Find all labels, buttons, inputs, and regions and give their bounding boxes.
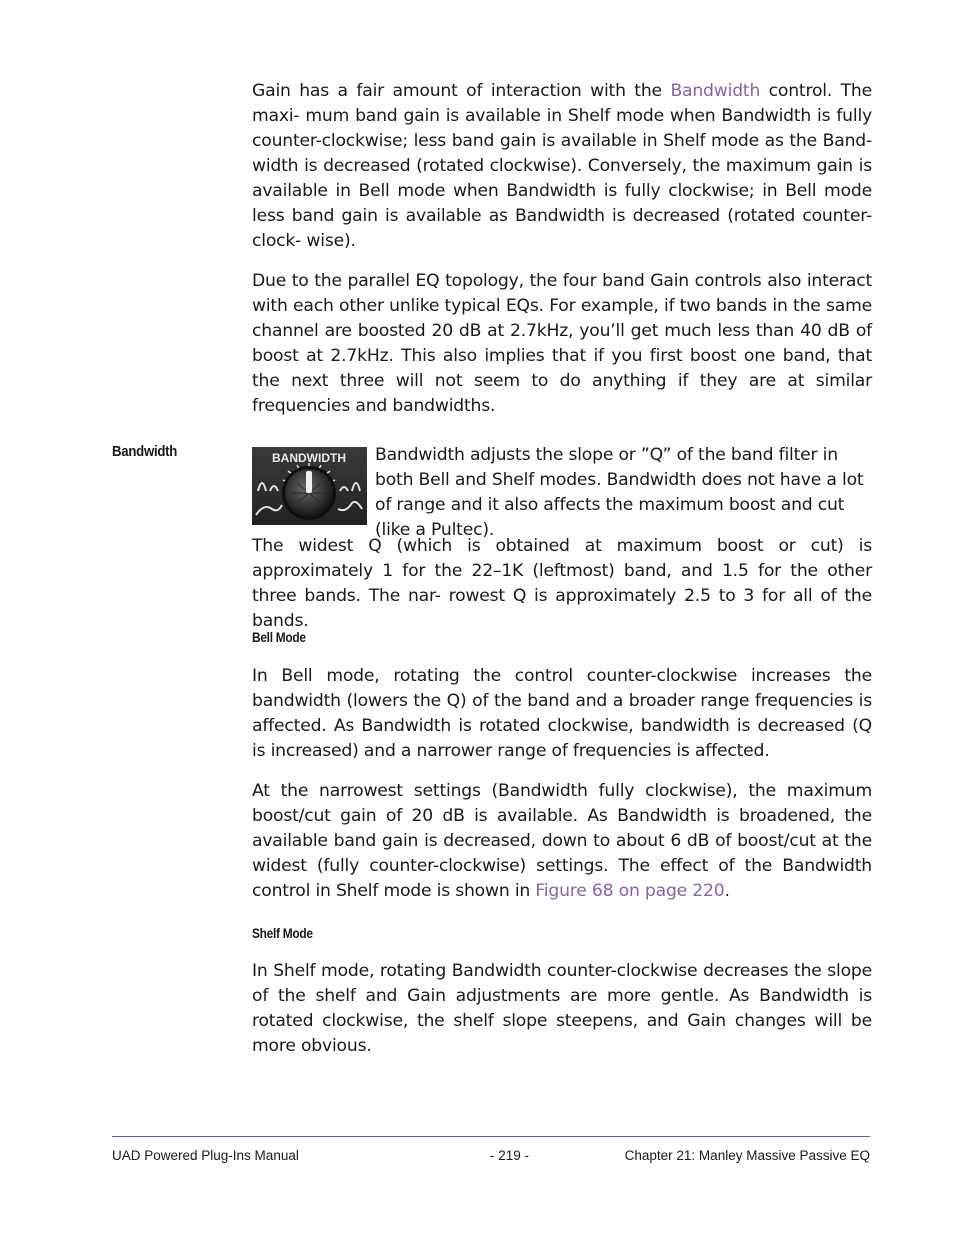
knob-label: BANDWIDTH <box>272 451 346 465</box>
shelf-mode-heading-wrap <box>252 926 872 941</box>
paragraph-text: The widest Q (which is obtained at maximum boost or cut) is approximately 1 for the 22–1K (leftmost) band, and 1.5 for the other three bands. The nar- rowest Q is approximately 2.5 to 3 for all of the bands. <box>252 536 872 631</box>
paragraph-text: In Shelf mode, rotating Bandwidth counter-clockwise decreases the slope of the shelf and Gain adjustments are more gentle. As Bandwidth is rotated clockwise, the shelf slope steepens, and Gain changes will be more obvious. <box>252 961 872 1056</box>
paragraph-text: . <box>724 881 730 901</box>
paragraph-bell-mode-2 <box>252 779 872 904</box>
paragraph-text: Gain has a fair amount of interaction with the <box>252 81 671 101</box>
paragraph-text: At the narrowest settings (Bandwidth fully clockwise), the maximum boost/cut gain of 20 dB is available. As Bandwidth is broadened, the available band gain is decreased, down to about 6 dB of boost/cut at the widest (fully counter-clockwise) settings. The effect of the Bandwidth control in Shelf mode is shown in <box>252 781 872 901</box>
paragraph-text: control. The maxi- mum band gain is available in Shelf mode when Bandwidth is fully counter-clockwise; less band gain is available in Shelf mode as the Band- width is decreased (rotated clockwise). Conversely, the maximum gain is available in Bell mode when Bandwidth is fully clockwise; in Bell mode less band gain is available as Bandwidth is decreased (rotated counter-clock- wise). <box>252 81 872 251</box>
footer-rule <box>112 1136 870 1137</box>
paragraph-shelf-mode <box>252 959 872 1059</box>
footer-page-number: - 219 - <box>490 1148 530 1163</box>
bandwidth-knob-image <box>252 447 367 525</box>
bandwidth-knob-icon <box>252 447 367 525</box>
subheading-shelf-mode: Shelf Mode <box>252 926 313 941</box>
paragraph-text: In Bell mode, rotating the control counter-clockwise increases the bandwidth (lowers the Q) of the band and a broader range frequencies is affected. As Bandwidth is rotated clockwise, bandwidth is decreased (Q is increased) and a narrower range of frequencies is affected. <box>252 666 872 761</box>
section-heading-bandwidth: Bandwidth <box>112 443 178 460</box>
paragraph-parallel-topology <box>252 269 872 419</box>
paragraph-text: Bandwidth adjusts the slope or ”Q” of the band filter in both Bell and Shelf modes. Bandwidth does not have a lot of range and it also affects the maximum boost and cut (like a Pultec). <box>375 445 864 540</box>
paragraph-bandwidth-intro <box>375 443 872 543</box>
paragraph-bell-mode-1 <box>252 664 872 764</box>
bell-mode-heading-wrap <box>252 630 872 645</box>
paragraph-q-range <box>252 534 872 634</box>
paragraph-gain-interaction <box>252 79 872 254</box>
subheading-bell-mode: Bell Mode <box>252 630 306 645</box>
paragraph-text: Due to the parallel EQ topology, the four band Gain controls also interact with each other unlike typical EQs. For example, if two bands in the same channel are boosted 20 dB at 2.7kHz, you’ll get much less than 40 dB of boost at 2.7kHz. This also implies that if you first boost one band, that the next three will not seem to do anything if they are at similar frequencies and bandwidths. <box>252 271 872 416</box>
bandwidth-link[interactable]: Bandwidth <box>670 81 761 101</box>
footer-chapter-title: Chapter 21: Manley Massive Passive EQ <box>624 1148 870 1163</box>
footer-manual-title: UAD Powered Plug-Ins Manual <box>112 1148 299 1163</box>
figure-68-link[interactable]: Figure 68 on page 220 <box>535 881 725 901</box>
